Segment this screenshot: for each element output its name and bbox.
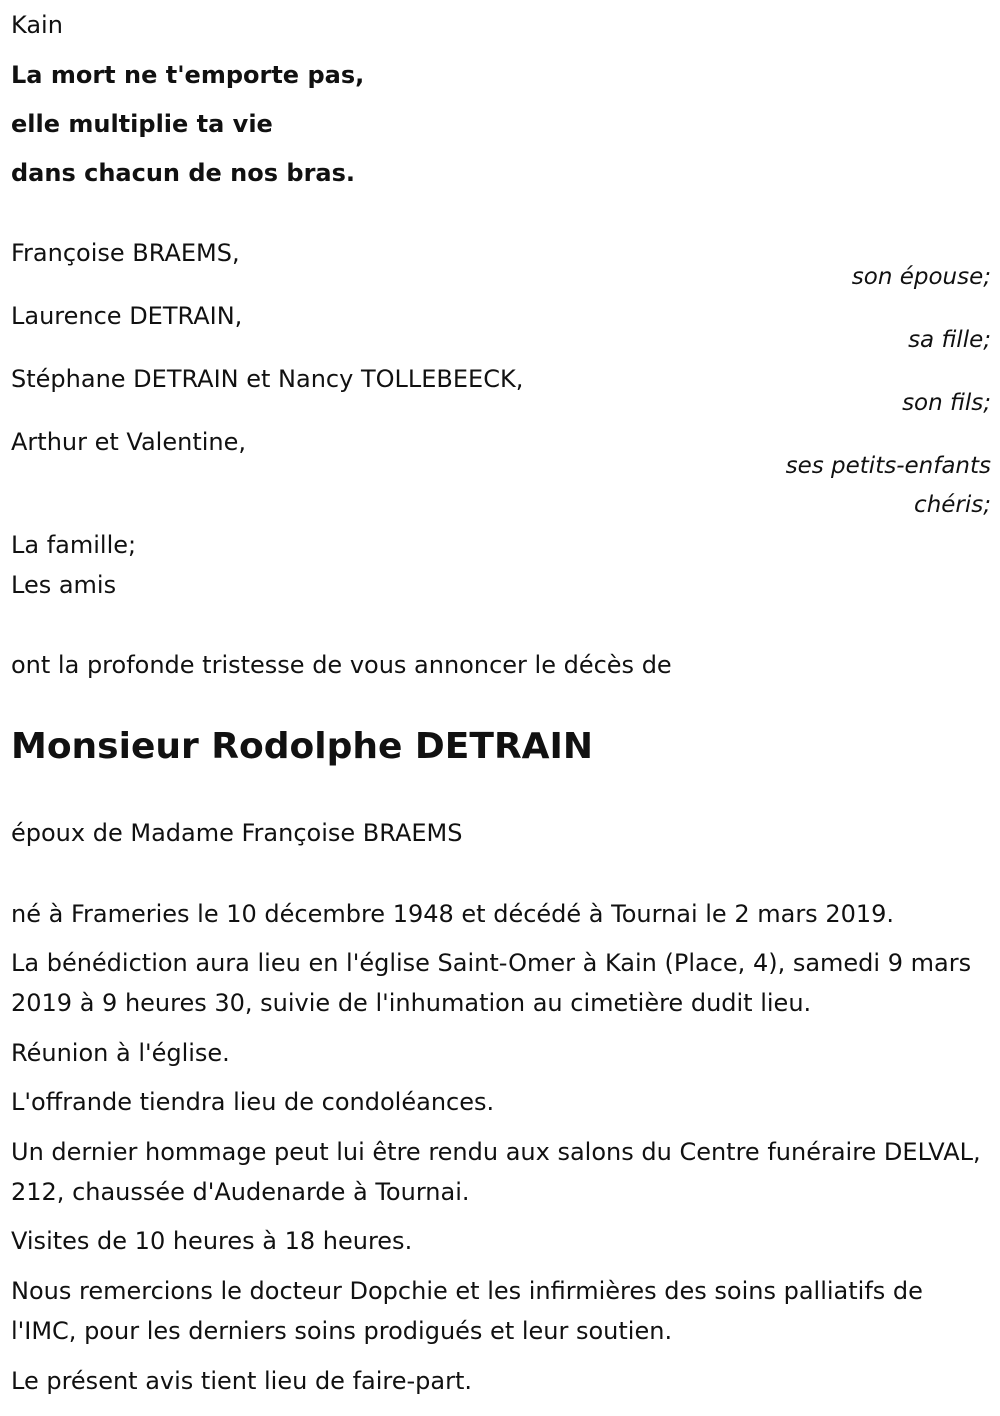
family-member-name: Françoise BRAEMS, (11, 239, 240, 267)
tribute-paragraph: Un dernier hommage peut lui être rendu aux salons du Centre funéraire DELVAL, 212, chaussée d'Audenarde à Tournai. (11, 1138, 981, 1206)
spouse-line: époux de Madame Françoise BRAEMS (11, 819, 463, 847)
family-member-name: Arthur et Valentine, (11, 428, 247, 456)
family-member-role: ses petits-enfants (785, 453, 991, 479)
family-member-role: son épouse; (851, 264, 991, 290)
others-friends: Les amis (11, 571, 117, 599)
family-member-name: Stéphane DETRAIN et Nancy TOLLEBEECK, (11, 365, 524, 393)
family-member-role: sa fille; (908, 327, 991, 353)
offering-paragraph: L'offrande tiendra lieu de condoléances. (11, 1088, 495, 1116)
meeting-paragraph: Réunion à l'église. (11, 1039, 230, 1067)
family-member-role: son fils; (902, 390, 991, 416)
others-family: La famille; (11, 531, 137, 559)
deceased-name: Monsieur Rodolphe DETRAIN (11, 726, 594, 767)
announcement: ont la profonde tristesse de vous annoncer le décès de (11, 651, 672, 679)
thanks-paragraph: Nous remercions le docteur Dopchie et les infirmières des soins palliatifs de l'IMC, pour les derniers soins prodigués et leur soutien. (11, 1277, 923, 1345)
visits-paragraph: Visites de 10 heures à 18 heures. (11, 1227, 413, 1255)
poem-line-2: elle multiplie ta vie (11, 110, 273, 138)
family-member-role-continued: chéris; (914, 492, 991, 518)
family-member-name: Laurence DETRAIN, (11, 302, 243, 330)
poem-line-3: dans chacun de nos bras. (11, 159, 356, 187)
notice-paragraph: Le présent avis tient lieu de faire-part. (11, 1367, 473, 1395)
poem-line-1: La mort ne t'emporte pas, (11, 61, 365, 89)
location: Kain (11, 11, 63, 39)
ceremony-paragraph: La bénédiction aura lieu en l'église Saint-Omer à Kain (Place, 4), samedi 9 mars 2019 à 9 heures 30, suivie de l'inhumation au cimetière dudit lieu. (11, 949, 972, 1017)
birth-death-paragraph: né à Frameries le 10 décembre 1948 et décédé à Tournai le 2 mars 2019. (11, 900, 895, 928)
